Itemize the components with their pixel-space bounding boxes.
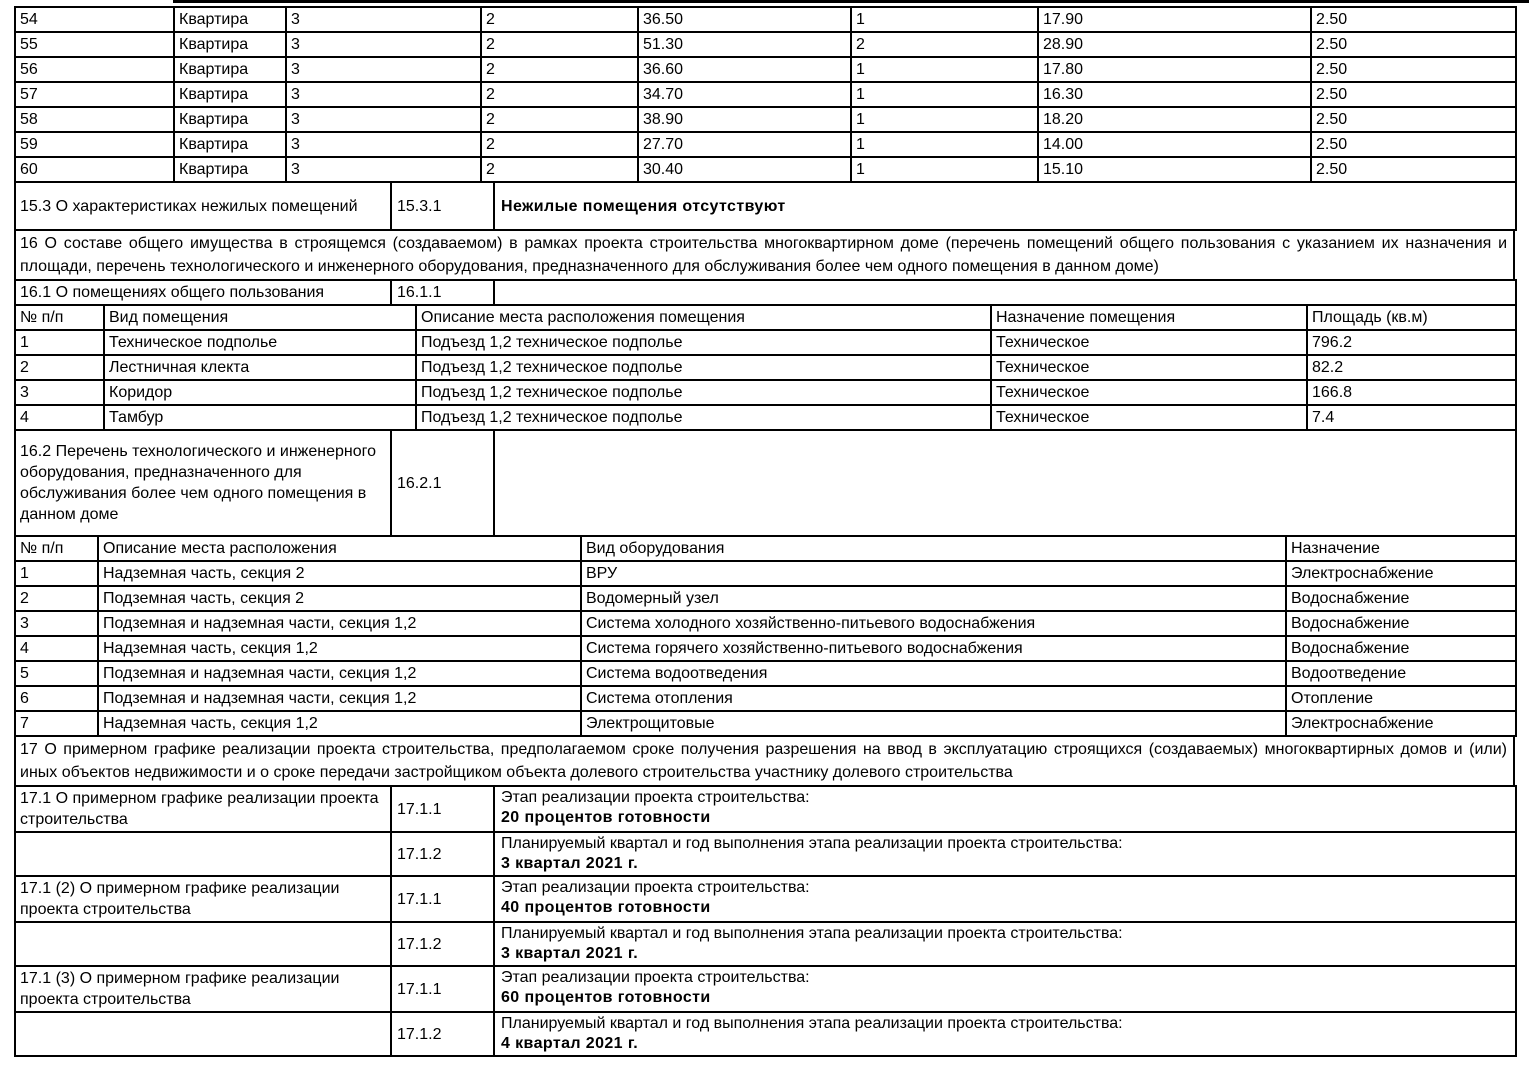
apartment-row: [15, 57, 1516, 82]
apartment-cell: 2.50: [1311, 157, 1516, 182]
equipment-location-cell: Надземная часть, секция 1,2: [98, 711, 581, 736]
room-purpose-cell: Техническое: [991, 355, 1307, 380]
column-header: Вид оборудования: [581, 536, 1286, 561]
apartment-cell: 3: [286, 82, 481, 107]
equipment-purpose-cell: Водоснабжение: [1286, 586, 1516, 611]
schedule-row: [15, 786, 1516, 832]
equipment-number-cell: 7: [15, 711, 98, 736]
common-rooms-table: [14, 304, 1517, 431]
section-code: 16.2.1: [391, 430, 494, 536]
apartment-row: [15, 32, 1516, 57]
room-area-cell: 796.2: [1307, 330, 1516, 355]
section-label-empty: [15, 832, 391, 876]
section-code: 16.1.1: [391, 280, 494, 305]
room-purpose-cell: Техническое: [991, 330, 1307, 355]
equipment-type-cell: Водомерный узел: [581, 586, 1286, 611]
schedule-row: [15, 832, 1516, 876]
column-header: Назначение: [1286, 536, 1516, 561]
apartment-number-cell: 60: [15, 157, 174, 182]
cropped-row-border: [173, 0, 1529, 3]
equipment-purpose-cell: Электроснабжение: [1286, 711, 1516, 736]
equipment-number-cell: 6: [15, 686, 98, 711]
room-type-cell: Лестничная клекта: [104, 355, 416, 380]
apartment-type-cell: Квартира: [174, 107, 286, 132]
apartment-type-cell: Квартира: [174, 32, 286, 57]
apartment-area-cell: 34.70: [638, 82, 851, 107]
apartment-cell: 3: [286, 57, 481, 82]
schedule-value-bold: 4 квартал 2021 г.: [501, 1035, 639, 1052]
section-code: 17.1.1: [391, 786, 494, 832]
apartment-cell: 2: [481, 32, 638, 57]
equipment-number-cell: 4: [15, 636, 98, 661]
section-label: 17.1 (3) О примерном графике реализации проекта строительства: [15, 966, 391, 1012]
room-area-cell: 166.8: [1307, 380, 1516, 405]
apartment-type-cell: Квартира: [174, 57, 286, 82]
schedule-row: [15, 1012, 1516, 1056]
room-area-cell: 7.4: [1307, 405, 1516, 430]
equipment-location-cell: Подземная часть, секция 2: [98, 586, 581, 611]
equipment-row: [15, 686, 1516, 711]
apartment-cell: 2: [851, 32, 1038, 57]
equipment-number-cell: 1: [15, 561, 98, 586]
apartment-room-area-cell: 17.80: [1038, 57, 1311, 82]
paragraph-text: 17 О примерном графике реализации проекта строительства, предполагаемом сроке получения разрешения на ввод в эксплуатацию строящихся (создаваемых) многоквартирных домов и (или) иных объектов недвижимости и о сроке передачи застройщиком объекта долевого строительства участнику долевого строительства: [15, 736, 1514, 786]
schedule-value-bold: 3 квартал 2021 г.: [501, 945, 639, 962]
apartment-cell: 1: [851, 7, 1038, 32]
column-header: № п/п: [15, 536, 98, 561]
apartment-cell: 1: [851, 107, 1038, 132]
apartment-room-area-cell: 14.00: [1038, 132, 1311, 157]
paragraph-text: 16 О составе общего имущества в строящемся (создаваемом) в рамках проекта строительства многоквартирном доме (перечень помещений общего пользования с указанием их назначения и площади, перечень технологического и инженерного оборудования, предназначенного для обслуживания более чем одного помещения в данном доме): [15, 230, 1514, 280]
equipment-type-cell: Система горячего хозяйственно-питьевого водоснабжения: [581, 636, 1286, 661]
equipment-location-cell: Подземная и надземная части, секция 1,2: [98, 661, 581, 686]
schedule-value-caption: Планируемый квартал и год выполнения этапа реализации проекта строительства:: [501, 925, 1123, 942]
apartment-cell: 1: [851, 157, 1038, 182]
room-location-cell: Подъезд 1,2 техническое подполье: [416, 355, 991, 380]
apartment-cell: 2: [481, 82, 638, 107]
apartment-area-cell: 38.90: [638, 107, 851, 132]
room-number-cell: 1: [15, 330, 104, 355]
room-area-cell: 82.2: [1307, 355, 1516, 380]
section-16-2: [14, 429, 1517, 537]
apartment-row: [15, 7, 1516, 32]
apartment-cell: 2.50: [1311, 7, 1516, 32]
schedule-value-bold: 60 процентов готовности: [501, 989, 711, 1006]
section-row: [15, 280, 1516, 305]
apartment-cell: 2.50: [1311, 107, 1516, 132]
apartment-cell: 2: [481, 7, 638, 32]
schedule-row: [15, 966, 1516, 1012]
section-code: 17.1.1: [391, 876, 494, 922]
apartment-room-area-cell: 17.90: [1038, 7, 1311, 32]
schedule-value-bold: 40 процентов готовности: [501, 899, 711, 916]
equipment-purpose-cell: Электроснабжение: [1286, 561, 1516, 586]
equipment-type-cell: ВРУ: [581, 561, 1286, 586]
section-15-3: [14, 181, 1517, 231]
declaration-document: [14, 6, 1515, 1057]
section-label: 17.1 (2) О примерном графике реализации проекта строительства: [15, 876, 391, 922]
apartment-number-cell: 55: [15, 32, 174, 57]
room-purpose-cell: Техническое: [991, 405, 1307, 430]
room-location-cell: Подъезд 1,2 техническое подполье: [416, 380, 991, 405]
apartment-row: [15, 132, 1516, 157]
schedule-value: [494, 786, 1516, 832]
apartments-table: [14, 6, 1517, 183]
section-code: 15.3.1: [391, 182, 494, 230]
section-code: 17.1.2: [391, 922, 494, 966]
equipment-type-cell: Электрощитовые: [581, 711, 1286, 736]
section-17-paragraph: [14, 735, 1515, 787]
apartment-room-area-cell: 18.20: [1038, 107, 1311, 132]
section-16-paragraph: [14, 229, 1515, 281]
schedule-value: [494, 876, 1516, 922]
schedule-value: [494, 966, 1516, 1012]
section-label: 16.1 О помещениях общего пользования: [15, 280, 391, 305]
room-row: [15, 405, 1516, 430]
equipment-table: [14, 535, 1517, 737]
equipment-purpose-cell: Водоотведение: [1286, 661, 1516, 686]
schedule-value: [494, 832, 1516, 876]
apartment-cell: 3: [286, 157, 481, 182]
equipment-type-cell: Система холодного хозяйственно-питьевого водоснабжения: [581, 611, 1286, 636]
apartment-number-cell: 54: [15, 7, 174, 32]
room-type-cell: Коридор: [104, 380, 416, 405]
apartment-cell: 1: [851, 132, 1038, 157]
apartment-cell: 2: [481, 132, 638, 157]
schedule-value-caption: Планируемый квартал и год выполнения этапа реализации проекта строительства:: [501, 1015, 1123, 1032]
equipment-row: [15, 611, 1516, 636]
equipment-location-cell: Надземная часть, секция 2: [98, 561, 581, 586]
apartment-cell: 2.50: [1311, 57, 1516, 82]
schedule-value-bold: 3 квартал 2021 г.: [501, 855, 639, 872]
schedule-value-caption: Этап реализации проекта строительства:: [501, 789, 810, 806]
equipment-location-cell: Подземная и надземная части, секция 1,2: [98, 686, 581, 711]
section-label: 16.2 Перечень технологического и инженерного оборудования, предназначенного для обслуживания более чем одного помещения в данном доме: [15, 430, 391, 536]
apartment-row: [15, 82, 1516, 107]
apartment-area-cell: 51.30: [638, 32, 851, 57]
equipment-purpose-cell: Отопление: [1286, 686, 1516, 711]
section-label: 15.3 О характеристиках нежилых помещений: [15, 182, 391, 230]
table-header-row: [15, 305, 1516, 330]
room-row: [15, 330, 1516, 355]
apartment-row: [15, 107, 1516, 132]
section-value: Нежилые помещения отсутствуют: [494, 182, 1516, 230]
apartment-room-area-cell: 15.10: [1038, 157, 1311, 182]
room-type-cell: Тамбур: [104, 405, 416, 430]
apartment-cell: 3: [286, 7, 481, 32]
apartment-cell: 2.50: [1311, 32, 1516, 57]
column-header: Площадь (кв.м): [1307, 305, 1516, 330]
apartment-type-cell: Квартира: [174, 157, 286, 182]
equipment-number-cell: 5: [15, 661, 98, 686]
paragraph-row: [15, 736, 1514, 786]
apartment-type-cell: Квартира: [174, 82, 286, 107]
equipment-location-cell: Надземная часть, секция 1,2: [98, 636, 581, 661]
schedule-value: [494, 1012, 1516, 1056]
apartment-area-cell: 27.70: [638, 132, 851, 157]
apartment-cell: 3: [286, 132, 481, 157]
column-header: Описание места расположения помещения: [416, 305, 991, 330]
column-header: Назначение помещения: [991, 305, 1307, 330]
apartment-room-area-cell: 16.30: [1038, 82, 1311, 107]
schedule-value-caption: Этап реализации проекта строительства:: [501, 879, 810, 896]
schedule-value-caption: Планируемый квартал и год выполнения этапа реализации проекта строительства:: [501, 835, 1123, 852]
section-16-1: [14, 279, 1517, 306]
schedule-row: [15, 876, 1516, 922]
room-location-cell: Подъезд 1,2 техническое подполье: [416, 330, 991, 355]
equipment-number-cell: 3: [15, 611, 98, 636]
section-value-empty: [494, 280, 1516, 305]
column-header: Описание места расположения: [98, 536, 581, 561]
section-code: 17.1.2: [391, 832, 494, 876]
section-label: 17.1 О примерном графике реализации проекта строительства: [15, 786, 391, 832]
room-number-cell: 4: [15, 405, 104, 430]
apartment-cell: 2: [481, 107, 638, 132]
equipment-type-cell: Система водоотведения: [581, 661, 1286, 686]
apartment-cell: 2.50: [1311, 132, 1516, 157]
room-purpose-cell: Техническое: [991, 380, 1307, 405]
equipment-purpose-cell: Водоснабжение: [1286, 636, 1516, 661]
equipment-row: [15, 586, 1516, 611]
column-header: № п/п: [15, 305, 104, 330]
room-row: [15, 380, 1516, 405]
apartment-number-cell: 58: [15, 107, 174, 132]
apartment-type-cell: Квартира: [174, 7, 286, 32]
paragraph-row: [15, 230, 1514, 280]
room-location-cell: Подъезд 1,2 техническое подполье: [416, 405, 991, 430]
apartment-type-cell: Квартира: [174, 132, 286, 157]
apartment-number-cell: 57: [15, 82, 174, 107]
schedule-table: [14, 785, 1517, 1057]
equipment-location-cell: Подземная и надземная части, секция 1,2: [98, 611, 581, 636]
apartment-cell: 3: [286, 107, 481, 132]
equipment-row: [15, 636, 1516, 661]
apartment-room-area-cell: 28.90: [1038, 32, 1311, 57]
apartment-area-cell: 36.60: [638, 57, 851, 82]
schedule-value-caption: Этап реализации проекта строительства:: [501, 969, 810, 986]
schedule-value: [494, 922, 1516, 966]
equipment-row: [15, 661, 1516, 686]
equipment-row: [15, 561, 1516, 586]
section-row: [15, 182, 1516, 230]
section-label-empty: [15, 1012, 391, 1056]
section-code: 17.1.1: [391, 966, 494, 1012]
schedule-row: [15, 922, 1516, 966]
apartment-cell: 3: [286, 32, 481, 57]
apartment-area-cell: 36.50: [638, 7, 851, 32]
section-code: 17.1.2: [391, 1012, 494, 1056]
room-number-cell: 3: [15, 380, 104, 405]
apartment-cell: 1: [851, 57, 1038, 82]
equipment-purpose-cell: Водоснабжение: [1286, 611, 1516, 636]
apartment-row: [15, 157, 1516, 182]
room-row: [15, 355, 1516, 380]
room-number-cell: 2: [15, 355, 104, 380]
apartment-cell: 2.50: [1311, 82, 1516, 107]
schedule-value-bold: 20 процентов готовности: [501, 809, 711, 826]
apartment-area-cell: 30.40: [638, 157, 851, 182]
equipment-row: [15, 711, 1516, 736]
room-type-cell: Техническое подполье: [104, 330, 416, 355]
equipment-number-cell: 2: [15, 586, 98, 611]
column-header: Вид помещения: [104, 305, 416, 330]
section-row: [15, 430, 1516, 536]
apartment-number-cell: 56: [15, 57, 174, 82]
apartment-number-cell: 59: [15, 132, 174, 157]
equipment-type-cell: Система отопления: [581, 686, 1286, 711]
table-header-row: [15, 536, 1516, 561]
apartment-cell: 1: [851, 82, 1038, 107]
apartment-cell: 2: [481, 157, 638, 182]
section-label-empty: [15, 922, 391, 966]
apartment-cell: 2: [481, 57, 638, 82]
section-value-empty: [494, 430, 1516, 536]
